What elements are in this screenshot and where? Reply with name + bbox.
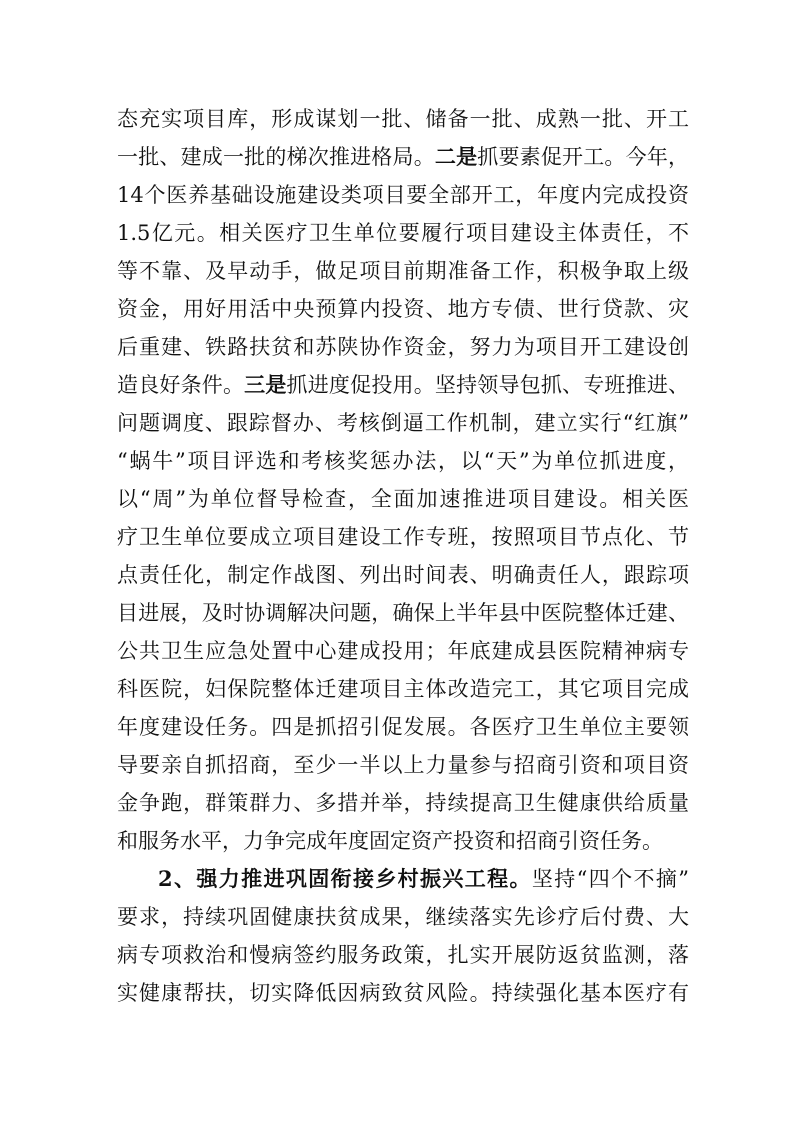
text-run: 科医院，妇保院整体迁建项目主体改造完工，其它项目完成 — [117, 677, 689, 701]
body-text — [117, 100, 689, 1012]
text-line — [117, 670, 689, 708]
text-line — [117, 822, 689, 860]
text-run: 导要亲自抓招商，至少一半以上力量参与招商引资和项目资 — [117, 753, 689, 777]
text-line — [117, 746, 689, 784]
text-run: 坚持“四个不摘” — [531, 867, 689, 891]
text-line — [117, 214, 689, 252]
text-line — [117, 518, 689, 556]
text-run: 造良好条件。 — [117, 373, 245, 397]
text-line — [117, 252, 689, 290]
text-line — [117, 974, 689, 1012]
text-line — [117, 632, 689, 670]
text-run: “蜗牛”项目评选和考核奖惩办法，以“天”为单位抓进度， — [117, 449, 689, 473]
text-run: 和服务水平，力争完成年度固定资产投资和招商引资任务。 — [117, 829, 663, 853]
text-run: 病专项救治和慢病签约服务政策，扎实开展防返贫监测，落 — [117, 943, 689, 967]
text-run: 疗卫生单位要成立项目建设工作专班，按照项目节点化、节 — [117, 525, 689, 549]
text-line — [117, 556, 689, 594]
text-run: 抓进度促投用。坚持领导包抓、专班推进、 — [286, 373, 689, 397]
text-run: 14个医养基础设施建设类项目要全部开工，年度内完成投资 — [117, 183, 689, 207]
text-run: 目进展，及时协调解决问题，确保上半年县中医院整体迁建、 — [117, 601, 689, 625]
text-run: 态充实项目库，形成谋划一批、储备一批、成熟一批、开工 — [117, 107, 689, 131]
bold-text: 2、强力推进巩固衔接乡村振兴工程。 — [158, 866, 532, 891]
text-run: 实健康帮扶，切实降低因病致贫风险。持续强化基本医疗有 — [117, 981, 689, 1005]
text-run: 点责任化，制定作战图、列出时间表、明确责任人，跟踪项 — [117, 563, 689, 587]
text-line — [117, 328, 689, 366]
text-line — [117, 594, 689, 632]
text-line — [117, 936, 689, 974]
text-run: 1.5亿元。相关医疗卫生单位要履行项目建设主体责任，不 — [117, 221, 689, 245]
text-line — [117, 708, 689, 746]
text-line — [117, 480, 689, 518]
text-run: 以“周”为单位督导检查，全面加速推进项目建设。相关医 — [117, 487, 689, 511]
text-run: 资金，用好用活中央预算内投资、地方专债、世行贷款、灾 — [117, 297, 689, 321]
text-run: 要求，持续巩固健康扶贫成果，继续落实先诊疗后付费、大 — [117, 905, 689, 929]
text-line — [117, 784, 689, 822]
bold-text: 二是 — [434, 144, 478, 169]
text-run: 等不靠、及早动手，做足项目前期准备工作，积极争取上级 — [117, 259, 689, 283]
text-run: 问题调度、跟踪督办、考核倒逼工作机制，建立实行“红旗” — [117, 411, 689, 435]
text-line — [117, 404, 689, 442]
text-run: 金争跑，群策群力、多措并举，持续提高卫生健康供给质量 — [117, 791, 689, 815]
text-line — [117, 290, 689, 328]
text-line — [117, 366, 689, 404]
text-run: 一批、建成一批的梯次推进格局。 — [117, 145, 435, 169]
bold-text: 三是 — [244, 372, 287, 397]
text-line — [117, 442, 689, 480]
text-run: 公共卫生应急处置中心建成投用；年底建成县医院精神病专 — [117, 639, 689, 663]
text-line — [117, 100, 689, 138]
text-line — [117, 860, 689, 898]
text-line — [117, 176, 689, 214]
text-line — [117, 898, 689, 936]
text-run: 抓要素促开工。今年， — [477, 145, 689, 169]
text-line — [117, 138, 689, 176]
text-run: 后重建、铁路扶贫和苏陕协作资金，努力为项目开工建设创 — [117, 335, 689, 359]
text-run: 年度建设任务。四是抓招引促发展。各医疗卫生单位主要领 — [117, 715, 689, 739]
